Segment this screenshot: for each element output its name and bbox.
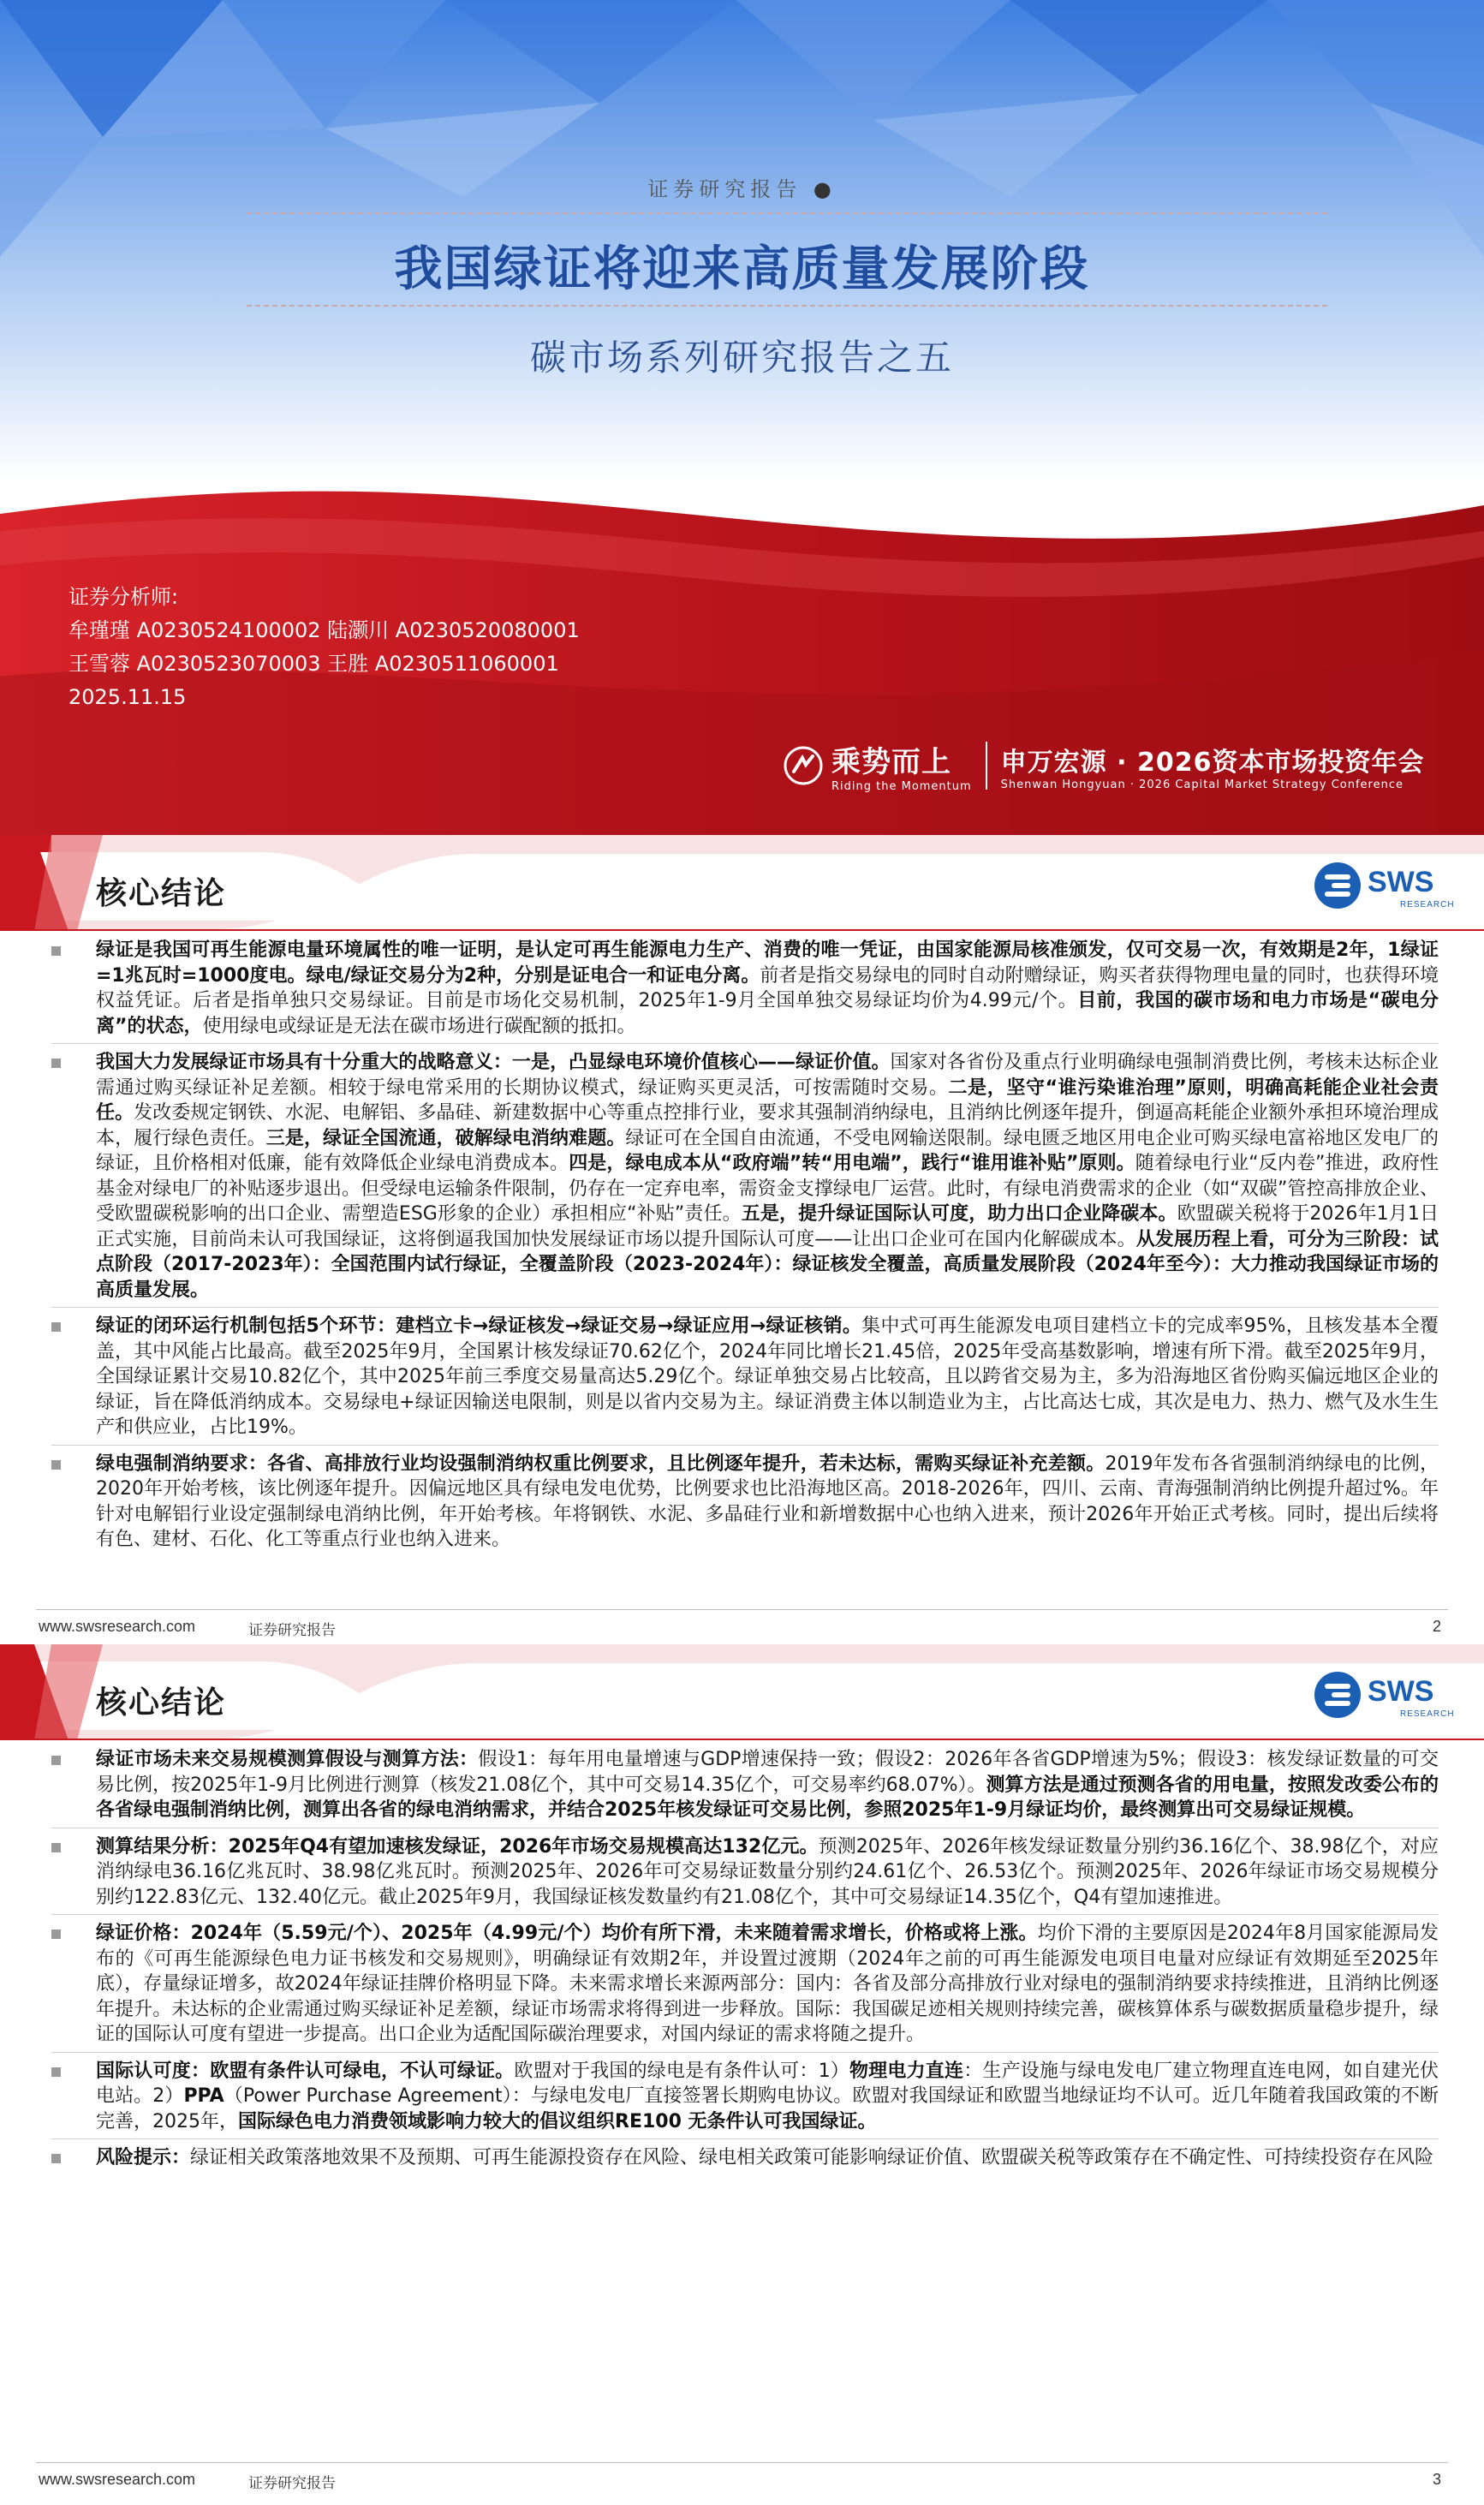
footer-website-link[interactable]: www.swsresearch.com bbox=[39, 2471, 196, 2488]
bullet-paragraph bbox=[51, 1050, 1439, 1303]
bullet-bold-run: 国际绿色电力消费领域影响力较大的倡议组织RE100 无条件认可我国绿证。 bbox=[238, 2110, 877, 2132]
bullet-paragraph bbox=[51, 1747, 1439, 1823]
bullet-bold-run: 绿证价格：2024年（5.59元/个）、2025年（4.99元/个）均价有所下滑，未来随着需求增长，价格或将上涨。 bbox=[96, 1923, 1038, 1944]
sws-logo-sub: RESEARCH bbox=[1400, 1709, 1455, 1719]
footer-rule bbox=[36, 2462, 1448, 2463]
sws-logo-icon bbox=[1314, 1672, 1361, 1718]
page-2 bbox=[0, 835, 1484, 1644]
brand-slogan-en: Riding the Momentum bbox=[831, 780, 972, 793]
brand-conference-en: Shenwan Hongyuan · 2026 Capital Market Strategy Conference bbox=[1000, 778, 1404, 791]
conclusion-bullets bbox=[51, 938, 1439, 1553]
bullet-text-run: 国家对各省份及重点行业明确绿电强制消费比例，考核未达标企业需通过购买绿证补足差额。相较于绿电常采用的长期协议模式，绿证购买更灵活，可按需随时交易。 bbox=[96, 1052, 1439, 1099]
bullet-paragraph bbox=[51, 2059, 1439, 2135]
bullet-text-run: 使用绿电或绿证是无法在碳市场进行碳配额的抵扣。 bbox=[202, 1015, 636, 1037]
bullet-text-run: 发改委规定钢铁、水泥、电解铝、多晶硅、新建数据中心等重点控排行业，要求其强制消纳绿电，且消纳比例逐年提升，倒逼高耗能企业额外承担环境治理成本，履行绿色责任。 bbox=[96, 1102, 1439, 1149]
top-dashed-rule bbox=[247, 212, 1327, 214]
bullet-text-run: 随着绿电行业“反内卷”推进，政府性基金对绿电厂的补贴逐步退出。但受绿电运输条件限制，仍存在一定弃电率，需资金支撑绿电厂运营。此时，有绿电消费需求的企业（如“双碳”管控高排放企业、受欧盟碳税影响的出口企业、需塑造ESG形象的企业）承担相应“补贴”责任。 bbox=[96, 1153, 1439, 1225]
bullet-text-run: 2019年发布各省强制消纳绿电的比例，2020年开始考核，该比例逐年提升。因偏远地区具有绿电发电优势，比例要求也比沿海地区高。2018-2026年，四川、云南、青海强制消纳比例提升超过%。年针对电解铝行业设定强制绿电消纳比例，年开始考核。年将钢铁、水泥、多晶硅行业和新增数据中心也纳入进来，预计2026年开始正式考核。同时，提出后续将有色、建材、石化、化工等重点行业也纳入进来。 bbox=[96, 1452, 1439, 1550]
bullet-text-run: 前者是指交易绿电的同时自动附赠绿证，购买者获得物理电量的同时，也获得环境权益凭证。后者是指单独只交易绿证。目前是市场化交易机制，2025年1-9月全国单独交易绿证均价为4.99元/个。 bbox=[96, 964, 1439, 1011]
kicker-text: 证券研究报告 bbox=[647, 177, 802, 201]
bullet-bold-run: PPA bbox=[183, 2085, 224, 2107]
bullet-paragraph bbox=[51, 1834, 1439, 1911]
bullet-paragraph bbox=[51, 938, 1439, 1039]
sws-logo-text: SWS bbox=[1368, 1675, 1434, 1708]
bullet-bold-run: 测算结果分析：2025年Q4有望加速核发绿证，2026年市场交易规模高达132亿元。 bbox=[96, 1835, 819, 1858]
bullet-text-run: 绿证可在全国自由流通，不受电网输送限制。绿电匮乏地区用电企业可购买绿电富裕地区发电厂的绿证，且价格相对低廉，能有效降低企业绿电消费成本。 bbox=[96, 1127, 1439, 1174]
report-subtitle: 碳市场系列研究报告之五 bbox=[529, 337, 954, 379]
page-3 bbox=[0, 1644, 1484, 2505]
sws-logo-sub: RESEARCH bbox=[1400, 900, 1455, 910]
bullet-paragraph bbox=[51, 1452, 1439, 1553]
brand-logo-icon bbox=[784, 746, 823, 785]
bullet-bold-run: 目前，我国的碳市场和电力市场是“碳电分离”的状态， bbox=[96, 990, 1439, 1037]
bullet-bold-run: 从发展历程上看，可分为三阶段：试点阶段（2017-2023年）：全国范围内试行绿证，全覆盖阶段（2023-2024年）：绿证核发全覆盖，高质量发展阶段（2024年至今）：大力推动我国绿证市场的高质量发展。 bbox=[96, 1228, 1439, 1301]
page-footer bbox=[0, 1609, 1484, 1642]
bullet-bold-run: 五是，提升绿证国际认可度，助力出口企业降碳本。 bbox=[741, 1203, 1177, 1225]
footer-label: 证券研究报告 bbox=[248, 2475, 336, 2492]
bullet-text-run: 绿证相关政策落地效果不及预期、可再生能源投资存在风险、绿电相关政策可能影响绿证价值、欧盟碳关税等政策存在不确定性、可持续投资存在风险 bbox=[190, 2147, 1434, 2168]
report-type-kicker bbox=[0, 172, 1484, 202]
footer-page-number: 2 bbox=[1432, 1618, 1441, 1635]
analysts-label: 证券分析师: bbox=[69, 585, 179, 609]
bullet-text-run: 假设1：每年用电量增速与GDP增速保持一致；假设2：2026年各省GDP增速为5%；假设3：核发绿证数量的可交易比例，按2025年1-9月比例进行测算（核发21.08亿个，其中可交易14.35亿个，可交易率约68.07%）。 bbox=[96, 1749, 1439, 1796]
report-title: 我国绿证将迎来高质量发展阶段 bbox=[394, 242, 1090, 297]
bullet-square-icon bbox=[51, 946, 61, 956]
report-date: 2025.11.15 bbox=[69, 685, 187, 709]
bullet-square-icon bbox=[51, 2154, 61, 2163]
sws-logo bbox=[1314, 862, 1455, 912]
bullet-bold-run: 绿证市场未来交易规模测算假设与测算方法： bbox=[96, 1749, 479, 1770]
bullet-divider bbox=[51, 1445, 1439, 1446]
sws-logo-text: SWS bbox=[1368, 866, 1434, 898]
bullet-bold-run: 四是，绿电成本从“政府端”转“用电端”，践行“谁用谁补贴”原则。 bbox=[569, 1153, 1135, 1174]
brand-separator bbox=[986, 742, 987, 790]
brand-slogan-cn: 乘势而上 bbox=[831, 745, 951, 779]
bullet-text-run: 均价下滑的主要原因是2024年8月国家能源局发布的《可再生能源绿色电力证书核发和交易规则》，明确绿证有效期2年，并设置过渡期（2024年之前的可再生能源发电项目电量对应绿证有效期延至2025年底），存量绿证增多，故2024年绿证挂牌价格明显下降。未来需求增长来源两部分：国内：各省及部分高排放行业对绿电的强制消纳要求持续推进，且消纳比例逐年提升。未达标的企业需通过购买绿证补足差额，绿证市场需求将得到进一步释放。国际：我国碳足迹相关规则持续完善，碳核算体系与碳数据质量稳步提升，绿证的国际认可度有望进一步提高。出口企业为适配国际碳治理要求，对国内绿证的需求将随之提升。 bbox=[96, 1923, 1439, 2045]
bullet-text-run: 预测2025年、2026年核发绿证数量分别约36.16亿个、38.98亿个，对应消纳绿电36.16亿兆瓦时、38.98亿兆瓦时。预测2025年、2026年可交易绿证数量分别约24.61亿个、26.53亿个。预测2025年、2026年绿证市场交易规模分别约122.83亿元、132.40亿元。截止2025年9月，我国绿证核发数量约有21.08亿个，其中可交易绿证14.35亿个，Q4有望加速推进。 bbox=[96, 1835, 1439, 1908]
bullet-paragraph bbox=[51, 1921, 1439, 2048]
bullet-bold-run: 物理电力直连 bbox=[849, 2060, 964, 2082]
bullet-bold-run: 二是，坚守“谁污染谁治理”原则，明确高耗能企业社会责任。 bbox=[96, 1077, 1439, 1124]
bullet-bold-run: 国际认可度：欧盟有条件认可绿电，不认可绿证。 bbox=[96, 2060, 515, 2082]
conference-brand bbox=[784, 738, 1424, 793]
bullet-square-icon bbox=[51, 1929, 61, 1939]
bullet-bold-run: 我国大力发展绿证市场具有十分重大的战略意义：一是，凸显绿电环境价值核心——绿证价值。 bbox=[96, 1052, 891, 1073]
bullet-text-run: 欧盟对于我国的绿电是有条件认可：1） bbox=[514, 2060, 849, 2082]
bullet-paragraph bbox=[51, 1314, 1439, 1440]
section-title: 核心结论 bbox=[96, 876, 227, 911]
bullet-text-run: 欧盟碳关税将于2026年1月1日正式实施，目前尚未认可我国绿证，这将倒逼我国加快发展绿证市场以提升国际认可度——让出口企业可在国内化解碳成本。 bbox=[96, 1203, 1439, 1250]
bullet-square-icon bbox=[51, 1059, 61, 1068]
bullet-square-icon bbox=[51, 1460, 61, 1470]
bullet-square-icon bbox=[51, 1322, 61, 1332]
footer-website-link[interactable]: www.swsresearch.com bbox=[39, 1618, 196, 1635]
bullet-divider bbox=[51, 1307, 1439, 1308]
title-dashed-rule bbox=[247, 305, 1327, 307]
bullet-divider bbox=[51, 1043, 1439, 1044]
bullet-bold-run: 测算方法是通过预测各省的用电量，按照发改委公布的各省绿电强制消纳比例，测算出各省的绿电消纳需求，并结合2025年核发绿证可交易比例，参照2025年1-9月绿证均价，最终测算出可交易绿证规模。 bbox=[96, 1774, 1439, 1821]
analyst-line-1: 牟瑾瑾 A0230524100002 陆灏川 A0230520080001 bbox=[69, 618, 580, 642]
footer-rule bbox=[36, 1609, 1448, 1610]
kicker-dot: ● bbox=[813, 177, 837, 201]
bullet-square-icon bbox=[51, 2067, 61, 2077]
bullet-bold-run: 风险提示： bbox=[96, 2147, 191, 2168]
page-footer bbox=[0, 2462, 1484, 2495]
sws-logo-icon bbox=[1314, 862, 1361, 909]
analyst-block bbox=[69, 581, 580, 714]
bullet-square-icon bbox=[51, 1843, 61, 1852]
bullet-paragraph bbox=[51, 2145, 1439, 2171]
bullet-bold-run: 绿证的闭环运行机制包括5个环节：建档立卡→绿证核发→绿证交易→绿证应用→绿证核销。 bbox=[96, 1315, 862, 1337]
sws-logo bbox=[1314, 1672, 1455, 1721]
bullet-divider bbox=[51, 2138, 1439, 2139]
footer-page-number: 3 bbox=[1432, 2471, 1441, 2488]
bullet-text-run: （Power Purchase Agreement）：与绿电发电厂直接签署长期购电协议。欧盟对我国绿证和欧盟当地绿证均不认可。近几年随着我国政策的不断完善，2025年， bbox=[96, 2085, 1439, 2132]
bullet-bold-run: 绿证是我国可再生能源电量环境属性的唯一证明，是认定可再生能源电力生产、消费的唯一凭证，由国家能源局核准颁发，仅可交易一次，有效期是2年，1绿证=1兆瓦时=1000度电。绿电/绿证交易分为2种，分别是证电合一和证电分离。 bbox=[96, 939, 1439, 987]
conclusion-bullets bbox=[51, 1747, 1439, 2171]
bullet-bold-run: 绿电强制消纳要求：各省、高排放行业均设强制消纳权重比例要求，且比例逐年提升，若未达标，需购买绿证补充差额。 bbox=[96, 1452, 1106, 1475]
bullet-divider bbox=[51, 1914, 1439, 1915]
footer-label: 证券研究报告 bbox=[248, 1622, 336, 1639]
analyst-line-2: 王雪蓉 A0230523070003 王胜 A0230511060001 bbox=[69, 652, 559, 676]
cover-page bbox=[0, 0, 1484, 835]
bullet-divider bbox=[51, 2052, 1439, 2053]
brand-conference-cn: 申万宏源 · 2026资本市场投资年会 bbox=[1000, 747, 1425, 778]
bullet-text-run: 集中式可再生能源发电项目建档立卡的完成率95%，且核发基本全覆盖，其中风能占比最高。截至2025年9月，全国累计核发绿证70.62亿个，2024年同比增长21.45倍，2025年受高基数影响，增速有所下滑。截至2025年9月，全国绿证累计交易10.82亿个，其中2025年前三季度交易量高达5.29亿个。绿证单独交易占比较高，且以跨省交易为主，多为沿海地区省份购买偏远地区企业的绿证，旨在降低消纳成本。交易绿电+绿证因输送电限制，则是以省内交易为主。绿证消费主体以制造业为主，占比高达七成，其次是电力、热力、燃气及水生生产和供应业，占比19%。 bbox=[96, 1315, 1439, 1438]
bullet-text-run: ：生产设施与绿电发电厂建立物理直连电网，如自建光伏电站。2） bbox=[96, 2060, 1439, 2107]
bullet-bold-run: 三是，绿证全国流通，破解绿电消纳难题。 bbox=[265, 1127, 626, 1149]
section-title: 核心结论 bbox=[96, 1685, 227, 1721]
bullet-square-icon bbox=[51, 1756, 61, 1765]
